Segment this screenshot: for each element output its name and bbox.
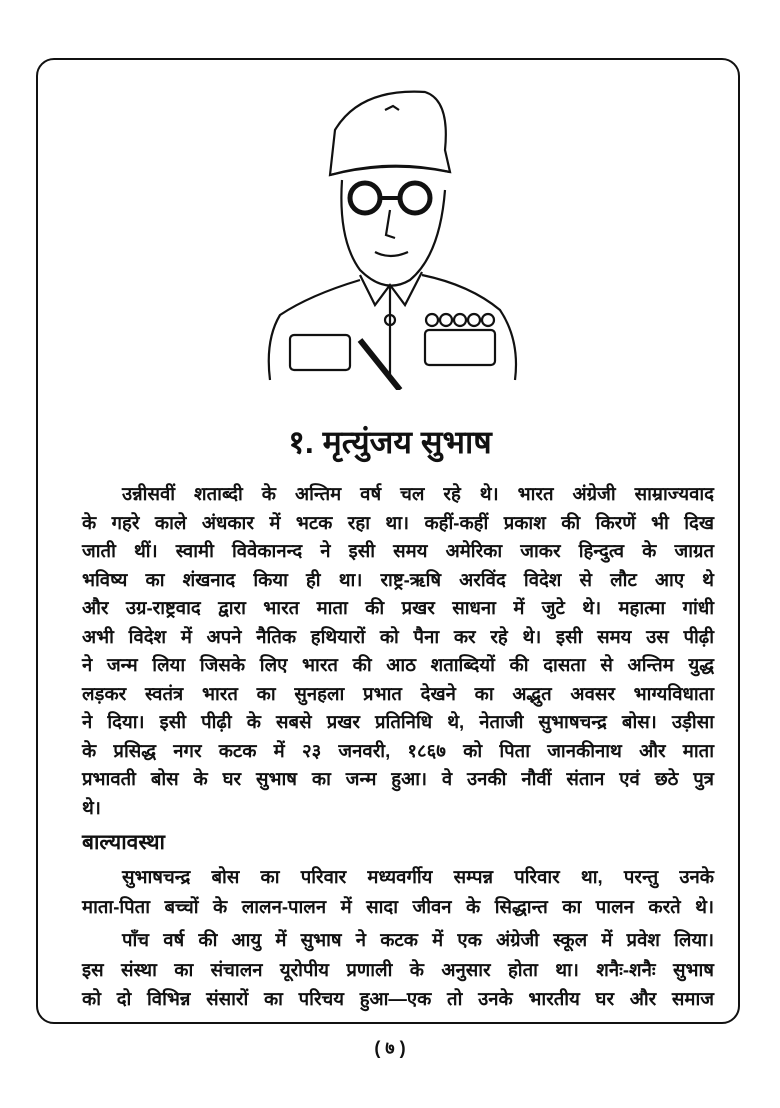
- text-line: अभी विदेश में अपने नैतिक हथियारों को पैना कर रहे थे। इसी समय उस पीढ़ी: [82, 625, 714, 647]
- text-line: इस संस्था का संचालन यूरोपीय प्रणाली के अनुसार होता था। शनैः-शनैः सुभाष: [82, 958, 714, 980]
- paragraph-school: [82, 925, 714, 1014]
- medals: [426, 314, 494, 326]
- chapter-title: १. मृत्युंजय सुभाष: [288, 424, 492, 460]
- text-line: भविष्य का शंखनाद किया ही था। राष्ट्र-ऋषि अरविंद विदेश से लौट आए थे: [82, 568, 714, 590]
- cap: [330, 92, 450, 175]
- text-line: प्रभावती बोस के घर सुभाष का जन्म हुआ। वे उनकी नौवीं संतान एवं छठे पुत्र: [82, 768, 714, 789]
- glasses-right: [400, 183, 430, 213]
- text-line: उन्नीसवीं शताब्दी के अन्तिम वर्ष चल रहे थे। भारत अंग्रेजी साम्राज्यवाद: [122, 483, 714, 504]
- text-line: थे।: [82, 796, 101, 818]
- text-line: को दो विभिन्न संसारों का परिचय हुआ—एक तो उनके भारतीय घर और समाज: [82, 988, 714, 1009]
- text-line: ने जन्म लिया जिसके लिए भारत की आठ शताब्दियों की दासता से अन्तिम युद्ध: [82, 654, 714, 675]
- glasses-left: [350, 183, 380, 213]
- text-line: लड़कर स्वतंत्र भारत का सुनहला प्रभात देखने का अद्भुत अवसर भाग्यविधाता: [82, 682, 714, 704]
- text-line: सुभाषचन्द्र बोस का परिवार मध्यवर्गीय सम्पन्न परिवार था, परन्तु उनके: [122, 866, 714, 887]
- paragraph-family: [82, 862, 714, 921]
- text-line: जाती थीं। स्वामी विवेकानन्द ने इसी समय अमेरिका जाकर हिन्दुत्व के जाग्रत: [82, 540, 714, 561]
- page-number: ( ७ ): [374, 1038, 406, 1058]
- section-heading: बाल्यावस्था: [82, 831, 165, 854]
- text-line: ने दिया। इसी पीढ़ी के सबसे प्रखर प्रतिनिधि थे, नेताजी सुभाषचन्द्र बोस। उड़ीसा: [82, 711, 714, 732]
- portrait-illustration: [250, 80, 530, 390]
- text-line: और उग्र-राष्ट्रवाद द्वारा भारत माता की प्रखर साधना में जुटे थे। महात्मा गांधी: [82, 597, 714, 618]
- text-line: माता-पिता बच्चों के लालन-पालन में सादा जीवन के सिद्धान्त का पालन करते थे।: [82, 895, 714, 917]
- text-line: के प्रसिद्ध नगर कटक में २३ जनवरी, १८६७ को पिता जानकीनाथ और माता: [82, 739, 714, 761]
- text-line: के गहरे काले अंधकार में भटक रहा था। कहीं-कहीं प्रकाश की किरणें भी दिख: [82, 511, 714, 533]
- paragraph-intro: [82, 480, 714, 822]
- text-line: पाँच वर्ष की आयु में सुभाष ने कटक में एक अंग्रेजी स्कूल में प्रवेश लिया।: [122, 929, 714, 950]
